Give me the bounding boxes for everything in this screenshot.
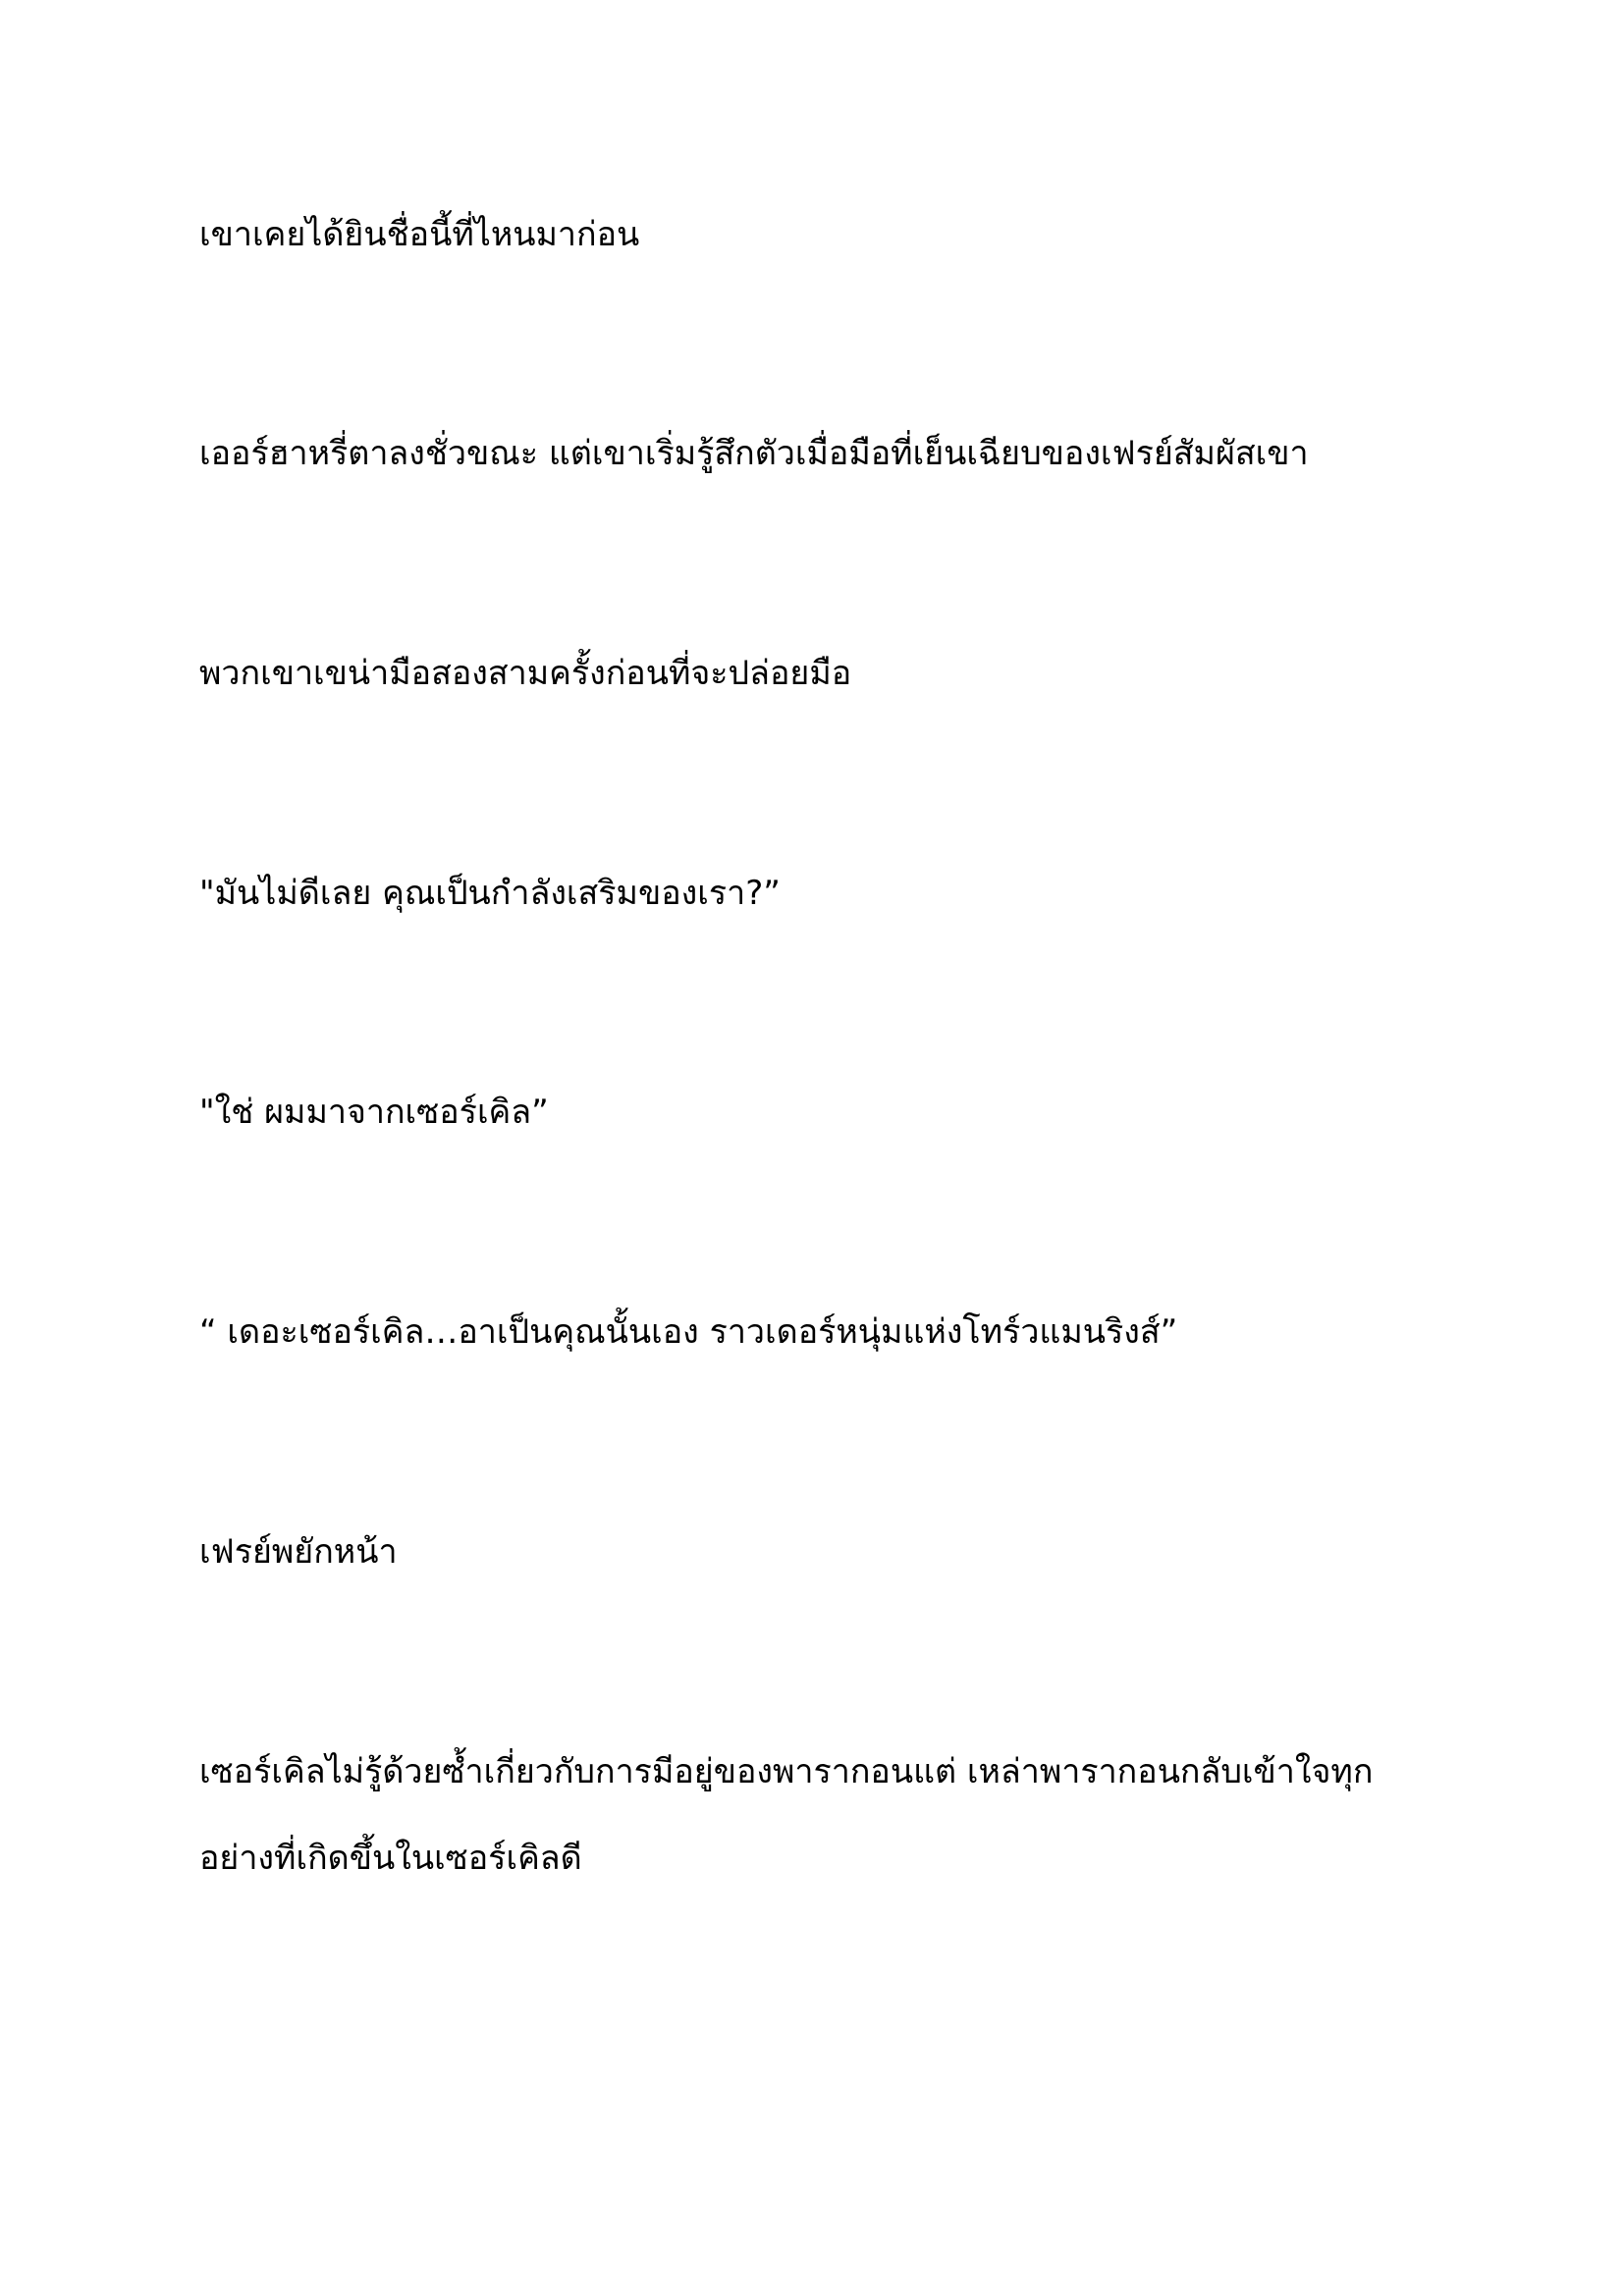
dialogue-paragraph: "ใช่ ผมมาจากเซอร์เคิล” (199, 1093, 549, 1132)
paragraph: เฟรย์พยักหน้า (199, 1532, 398, 1572)
paragraph: เขาเคยได้ยินชื่อนี้ที่ไหนมาก่อน (199, 215, 640, 254)
dialogue-paragraph: "มันไม่ดีเลย คุณเป็นกำลังเสริมของเรา?” (199, 874, 781, 913)
paragraph: พวกเขาเขน่ามือสองสามครั้งก่อนที่จะปล่อยมือ (199, 654, 852, 693)
paragraph: เซอร์เคิลไม่รู้ด้วยซ้ำเกี่ยวกับการมีอยู่ของพารากอนแต่ เหล่าพารากอนกลับเข้าใจทุกอย่างที่เกิดขึ้นในเซอร์เคิลดี (199, 1752, 1374, 1878)
dialogue-paragraph: “ เดอะเซอร์เคิล…อาเป็นคุณนั้นเอง ราวเดอร์หนุ่มแห่งโทร์วแมนริงส์” (199, 1312, 1178, 1352)
paragraph: เออร์ฮาหรี่ตาลงชั่วขณะ แต่เขาเริ่มรู้สึกตัวเมื่อมือที่เย็นเฉียบของเฟรย์สัมผัสเขา (199, 434, 1309, 473)
